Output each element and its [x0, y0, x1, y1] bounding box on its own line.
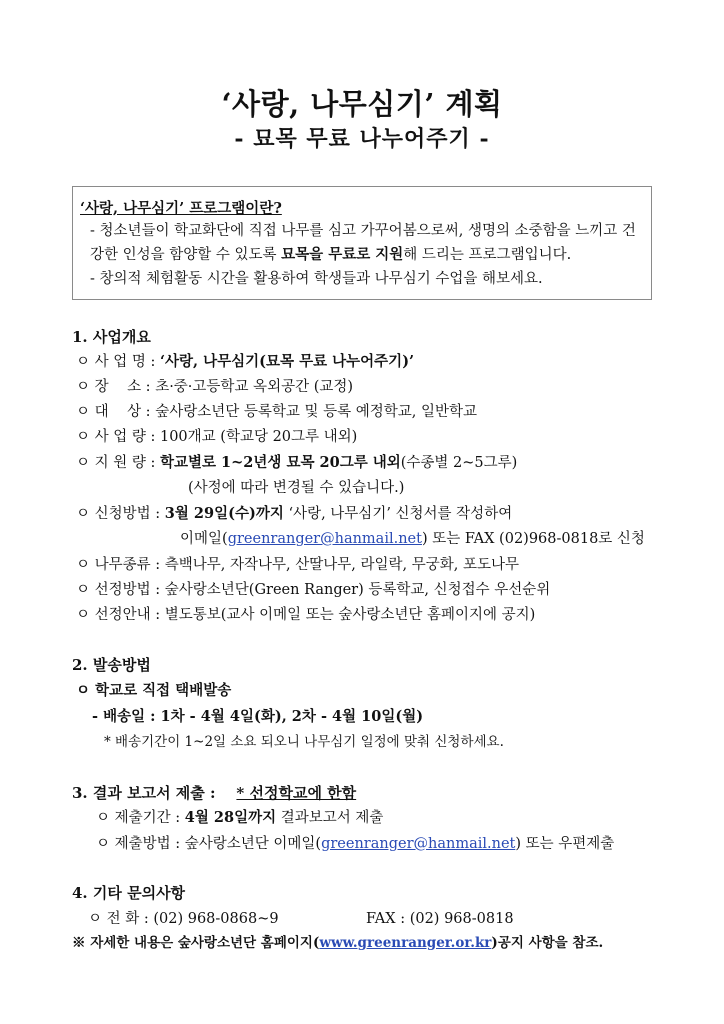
- item-project-name: ㅇ 사 업 명 : ‘사랑, 나무심기(묘목 무료 나누어주기)’: [76, 353, 415, 370]
- apply-email-link[interactable]: greenranger@hanmail.net: [227, 531, 422, 547]
- footer-note: ※ 자세한 내용은 숲사랑소년단 홈페이지(www.greenranger.or.kr)공지 사항을 참조.: [72, 935, 604, 951]
- section2-heading: 2. 발송방법: [72, 656, 151, 674]
- support-note: (사정에 따라 변경될 수 있습니다.): [188, 480, 405, 496]
- item-support: ㅇ 지 원 량 : 학교별로 1~2년생 묘목 20그루 내외(수종별 2~5그루): [76, 454, 518, 471]
- intro-line-3: - 창의적 체험활동 시간을 활용하여 학생들과 나무심기 수업을 해보세요.: [90, 271, 543, 287]
- section3-heading: 3. 결과 보고서 제출 : * 선정학교에 한함: [72, 784, 357, 802]
- item-selection-method: ㅇ 선정방법 : 숲사랑소년단(Green Ranger) 등록학교, 신청접수 우선순위: [76, 582, 551, 598]
- report-period: ㅇ 제출기간 : 4월 28일까지 결과보고서 제출: [96, 809, 384, 826]
- section4-heading: 4. 기타 문의사항: [72, 884, 186, 902]
- intro-line-2: 강한 인성을 함양할 수 있도록 묘목을 무료로 지원해 드리는 프로그램입니다.: [90, 246, 572, 263]
- section3-note: * 선정학교에 한함: [236, 784, 357, 802]
- document-title: ‘사랑, 나무심기’ 계획: [221, 87, 503, 121]
- delivery-method: ㅇ 학교로 직접 택배발송: [76, 682, 232, 699]
- report-method: ㅇ 제출방법 : 숲사랑소년단 이메일(greenranger@hanmail.net) 또는 우편제출: [96, 836, 615, 852]
- apply-line-2: 이메일(greenranger@hanmail.net) 또는 FAX (02)968-0818로 신청: [180, 531, 645, 547]
- section1-heading: 1. 사업개요: [72, 328, 151, 346]
- item-scale: ㅇ 사 업 량 : 100개교 (학교당 20그루 내외): [76, 429, 358, 445]
- delivery-dates: - 배송일 : 1차 - 4월 4일(화), 2차 - 4월 10일(월): [92, 708, 424, 725]
- contact-fax: FAX : (02) 968-0818: [366, 911, 514, 927]
- document-subtitle: - 묘목 무료 나누어주기 -: [234, 126, 490, 152]
- item-apply: ㅇ 신청방법 : 3월 29일(수)까지 ‘사랑, 나무심기’ 신청서를 작성하여: [76, 505, 513, 522]
- item-target: ㅇ 대 상 : 숲사랑소년단 등록학교 및 등록 예정학교, 일반학교: [76, 404, 477, 420]
- delivery-note: * 배송기간이 1~2일 소요 되오니 나무심기 일정에 맞춰 신청하세요.: [104, 734, 504, 750]
- homepage-link[interactable]: www.greenranger.or.kr: [319, 935, 492, 951]
- item-tree-types: ㅇ 나무종류 : 측백나무, 자작나무, 산딸나무, 라일락, 무궁화, 포도나무: [76, 557, 520, 573]
- contact-phone: ㅇ 전 화 : (02) 968-0868~9: [88, 911, 279, 927]
- intro-line-1: - 청소년들이 학교화단에 직접 나무를 심고 가꾸어봄으로써, 생명의 소중함을 느끼고 건: [90, 223, 636, 239]
- item-location: ㅇ 장 소 : 초·중·고등학교 옥외공간 (교정): [76, 379, 354, 395]
- item-selection-notice: ㅇ 선정안내 : 별도통보(교사 이메일 또는 숲사랑소년단 홈페이지에 공지): [76, 607, 536, 623]
- report-email-link[interactable]: greenranger@hanmail.net: [321, 836, 516, 852]
- intro-heading: ‘사랑, 나무심기’ 프로그램이란?: [80, 200, 282, 217]
